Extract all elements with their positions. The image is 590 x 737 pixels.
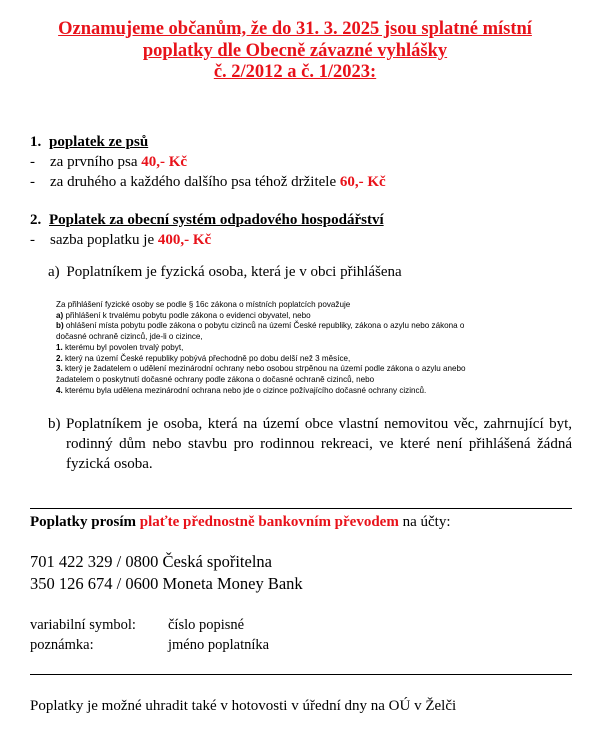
dog-fee-additional-text: za druhého a každého dalšího psa téhož držitele	[50, 174, 337, 190]
footnote-line: dočasné ochraně cizinců, jde-li o cizince,	[56, 332, 203, 342]
divider-top	[30, 508, 572, 509]
payment-instruction	[30, 512, 451, 532]
bank-account-2: 350 126 674 / 0600 Moneta Money Bank	[30, 574, 303, 593]
footnote-line: žadatelem o poskytnutí dočasné ochrany podle zákona o dočasné ochraně cizinců, nebo	[56, 374, 375, 384]
note-label: poznámka:	[30, 637, 94, 653]
waste-fee-rate-text: sazba poplatku je	[50, 232, 155, 248]
waste-fee-rate-amount: 400,- Kč	[157, 232, 212, 248]
section-1-number: 1.	[30, 134, 42, 150]
dog-fee-first-text: za prvního psa	[50, 154, 138, 170]
footnote-line: a) přihlášení k trvalému pobytu podle zákona o evidenci obyvatel, nebo	[56, 310, 311, 320]
title-line-2: poplatky dle Obecně závazné vyhlášky	[142, 40, 448, 61]
section-1-title: poplatek ze psů	[49, 134, 149, 150]
bank-account-1: 701 422 329 / 0800 Česká spořitelna	[30, 552, 272, 571]
payer-a-label: a)	[48, 264, 60, 280]
dog-fee-additional-amount: 60,- Kč	[339, 174, 386, 190]
dog-fee-first-amount: 40,- Kč	[141, 154, 188, 170]
title-line-1: Oznamujeme občanům, že do 31. 3. 2025 jsou splatné místní	[58, 19, 532, 39]
footnote-line: 2. který na území České republiky pobývá přechodně po dobu delší než 3 měsíce,	[56, 353, 351, 363]
section-1-heading	[30, 132, 148, 152]
payer-b-label: b)	[48, 416, 61, 432]
payer-a-text: Poplatníkem je fyzická osoba, která je v obci přihlášena	[66, 264, 402, 280]
payer-a	[48, 262, 402, 282]
notice-title	[0, 19, 590, 84]
section-2-title: Poplatek za obecní systém odpadového hospodářství	[49, 212, 384, 228]
footnote-line: 4. kterému byla udělena mezinárodní ochrana nebo jde o cizince požívajícího dočasné ochrany cizinců.	[56, 385, 427, 395]
section-2-number: 2.	[30, 212, 42, 228]
footnote-line: b) ohlášení místa pobytu podle zákona o pobytu cizinců na území České republiky, zákona o azylu nebo zákona o	[56, 321, 465, 331]
variable-symbol-value: číslo popisné	[168, 617, 245, 633]
note-row	[30, 635, 269, 655]
note-value: jméno poplatníka	[168, 637, 270, 653]
footnote-line: 1. kterému byl povolen trvalý pobyt,	[56, 342, 184, 352]
waste-fee-rate: - sazba poplatku je 400,- Kč	[30, 232, 212, 248]
divider-bottom	[30, 674, 572, 675]
footnote-line: Za přihlášení fyzické osoby se podle § 16c zákona o místních poplatcích považuje	[56, 300, 351, 309]
title-line-3: č. 2/2012 a č. 1/2023:	[213, 62, 377, 82]
footnote-line: 3. který je žadatelem o udělení mezinárodní ochrany nebo osobou strpěnou na území podle zákona o azylu anebo	[56, 364, 466, 374]
payment-tail: na účty:	[402, 514, 451, 530]
dog-fee-additional: - za druhého a každého dalšího psa téhož držitele 60,- Kč	[30, 174, 386, 190]
cash-payment-note: Poplatky je možné uhradit také v hotovosti v úřední dny na OÚ v Želči	[30, 698, 457, 714]
dog-fee-first: - za prvního psa 40,- Kč	[30, 154, 188, 170]
variable-symbol-label: variabilní symbol:	[30, 617, 136, 633]
legal-footnote	[56, 300, 556, 396]
payment-lead: Poplatky prosím	[30, 514, 136, 530]
payment-highlight: plaťte přednostně bankovním převodem	[139, 514, 399, 530]
section-2-heading	[30, 210, 384, 230]
payer-b-text: Poplatníkem je osoba, která na území obce vlastní nemovitou věc, zahrnující byt, rodinný dům nebo stavbu pro rodinnou rekreaci, ve které není přihlášená žádná fyzická osoba.	[66, 416, 572, 472]
variable-symbol-row	[30, 615, 244, 635]
payer-b	[48, 414, 572, 474]
